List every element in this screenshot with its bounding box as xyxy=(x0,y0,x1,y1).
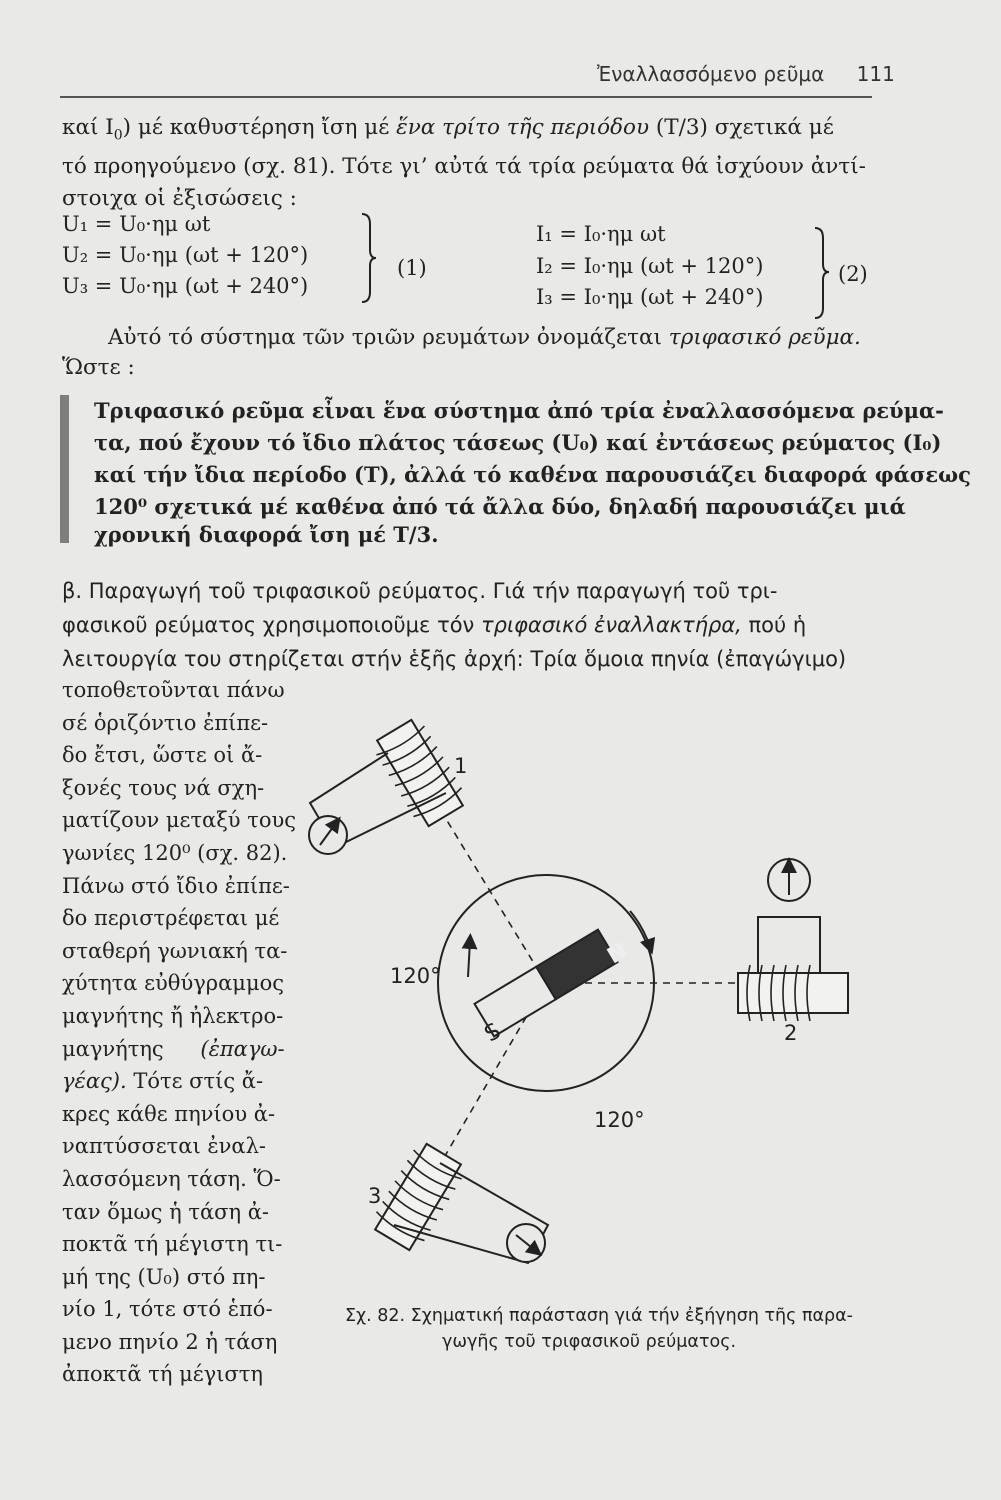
coil-label-2: 2 xyxy=(784,1021,798,1045)
so-line xyxy=(62,352,870,384)
system-line-2: Ὥστε : xyxy=(62,355,135,380)
intro-line-3: στοιχα οἱ ἐξισώσεις : xyxy=(62,186,297,212)
section-line-1: β. Παραγωγή τοῦ τριφασικοῦ ρεύματος. Γιά τήν παραγωγή τοῦ τρι- xyxy=(62,579,778,603)
definition-line-3: καί τήν ἴδια περίοδο (T), ἀλλά τό καθένα παρουσιάζει διαφορά φάσεως xyxy=(94,462,971,487)
column-line: δο ἔτσι, ὥστε οἱ ἄ- xyxy=(62,743,263,768)
column-text xyxy=(62,674,296,1391)
angle-label-bottom: 120° xyxy=(594,1108,645,1132)
column-line: ναπτύσσεται ἐναλ- xyxy=(62,1134,267,1159)
running-header xyxy=(597,62,895,86)
figure-caption-line-2: γωγῆς τοῦ τριφασικοῦ ρεύματος. xyxy=(442,1332,737,1352)
column-line: λασσόμενη τάση. Ὅ- xyxy=(62,1166,281,1191)
header-rule xyxy=(60,96,872,98)
column-line: μενο πηνίο 2 ἡ τάση xyxy=(62,1329,278,1354)
pole-label-s: S xyxy=(480,1018,506,1048)
definition-line-5: χρονική διαφορά ἴση μέ T/3. xyxy=(94,522,439,547)
magnet-north-half xyxy=(536,930,617,1000)
column-line: μαγνήτης ἤ ἠλεκτρο- xyxy=(62,1003,284,1028)
brace-right xyxy=(813,226,831,320)
page-number: 111 xyxy=(856,62,895,86)
coil-3 xyxy=(368,1140,468,1255)
header-title: Ἐναλλασσόμενο ρεῦμα xyxy=(597,62,825,86)
column-line: ματίζουν μεταξύ τους xyxy=(62,808,297,833)
column-line: γωνίες 120⁰ (σχ. 82). xyxy=(62,840,288,865)
rotation-arrow-left xyxy=(468,941,470,977)
column-line: ἀποκτᾶ τή μέγιστη xyxy=(62,1362,263,1387)
definition-line-2: τα, πού ἔχουν τό ἴδιο πλάτος τάσεως (U₀) καί ἐντάσεως ρεύματος (I₀) xyxy=(94,430,942,455)
column-line: γέας). Τότε στίς ἄ- xyxy=(62,1069,264,1094)
eq-i3: I₃ = I₀·ημ (ωt + 240°) xyxy=(536,285,764,309)
figure-82 xyxy=(290,715,880,1305)
intro-paragraph xyxy=(62,112,870,215)
eq-i2: I₂ = I₀·ημ (ωt + 120°) xyxy=(536,254,764,278)
magnet xyxy=(474,930,617,1037)
angle-label-left: 120° xyxy=(390,964,441,988)
column-line: Πάνω στό ἴδιο ἐπίπε- xyxy=(62,873,290,898)
section-line-3: λειτουργία του στηρίζεται στήν ἑξῆς ἀρχή: Τρία ὅμοια πηνία (ἐπαγώγιμο) xyxy=(62,647,847,671)
eq-u1: U₁ = U₀·ημ ωt xyxy=(62,212,211,236)
coil-label-3: 3 xyxy=(368,1184,382,1208)
intro-line-2: τό προηγούμενο (σχ. 81). Τότε γι’ αὐτά τά τρία ρεύματα θά ἰσχύουν ἀντί- xyxy=(62,154,866,180)
coil-2-wires xyxy=(758,917,820,973)
coil-2 xyxy=(738,973,848,1013)
definition-line-1: Τριφασικό ρεῦμα εἶναι ἕνα σύστημα ἀπό τρία ἐναλλασσόμενα ρεύμα- xyxy=(94,398,944,423)
brace-left xyxy=(360,212,378,304)
column-line: μή της (U₀) στό πη- xyxy=(62,1264,266,1289)
column-line: δο περιστρέφεται μέ xyxy=(62,906,280,931)
eq-u2: U₂ = U₀·ημ (ωt + 120°) xyxy=(62,243,309,267)
system-paragraph xyxy=(108,322,878,354)
eq-label-2: (2) xyxy=(838,262,868,286)
system-line-1: Αὐτό τό σύστημα τῶν τριῶν ρευμάτων ὀνομάζεται τριφασικό ρεῦμα. xyxy=(108,325,861,350)
coil-label-1: 1 xyxy=(454,754,468,778)
section-paragraph xyxy=(62,574,870,676)
column-line: χύτητα εὐθύγραμμος xyxy=(62,971,284,996)
definition-line-4: 120⁰ σχετικά μέ καθένα ἀπό τά ἄλλα δύο, δηλαδή παρουσιάζει μιά xyxy=(94,494,906,519)
column-line: ποκτᾶ τή μέγιστη τι- xyxy=(62,1232,283,1257)
definition-bar xyxy=(60,395,69,543)
intro-line-1: καί $I_0$) μέ καθυστέρηση ἴση μέ ἕνα τρίτο τῆς περιόδου (T/3) σχετικά μέ xyxy=(62,115,834,144)
column-line: μαγνήτης (ἐπαγω- xyxy=(62,1036,285,1061)
pole-label-n: N xyxy=(603,938,632,970)
eq-label-1: (1) xyxy=(397,256,427,280)
section-line-2: φασικοῦ ρεύματος χρησιμοποιοῦμε τόν τριφασικό ἐναλλακτήρα, πού ἡ xyxy=(62,613,807,637)
column-line: τοποθετοῦνται πάνω xyxy=(62,678,285,702)
column-line: σταθερή γωνιακή τα- xyxy=(62,938,288,963)
column-line: ξονές τους νά σχη- xyxy=(62,775,265,800)
column-line: σέ ὁριζόντιο ἐπίπε- xyxy=(62,710,269,735)
column-line: κρες κάθε πηνίου ἀ- xyxy=(62,1101,276,1126)
column-line: ταν ὅμως ἡ τάση ἀ- xyxy=(62,1199,270,1224)
eq-i1: I₁ = I₀·ημ ωt xyxy=(536,222,666,246)
column-line: νίο 1, τότε στό ἑπό- xyxy=(62,1297,273,1322)
figure-caption-line-1: Σχ. 82. Σχηματική παράσταση γιά τήν ἐξήγηση τῆς παρα- xyxy=(345,1306,853,1326)
eq-u3: U₃ = U₀·ημ (ωt + 240°) xyxy=(62,274,309,298)
